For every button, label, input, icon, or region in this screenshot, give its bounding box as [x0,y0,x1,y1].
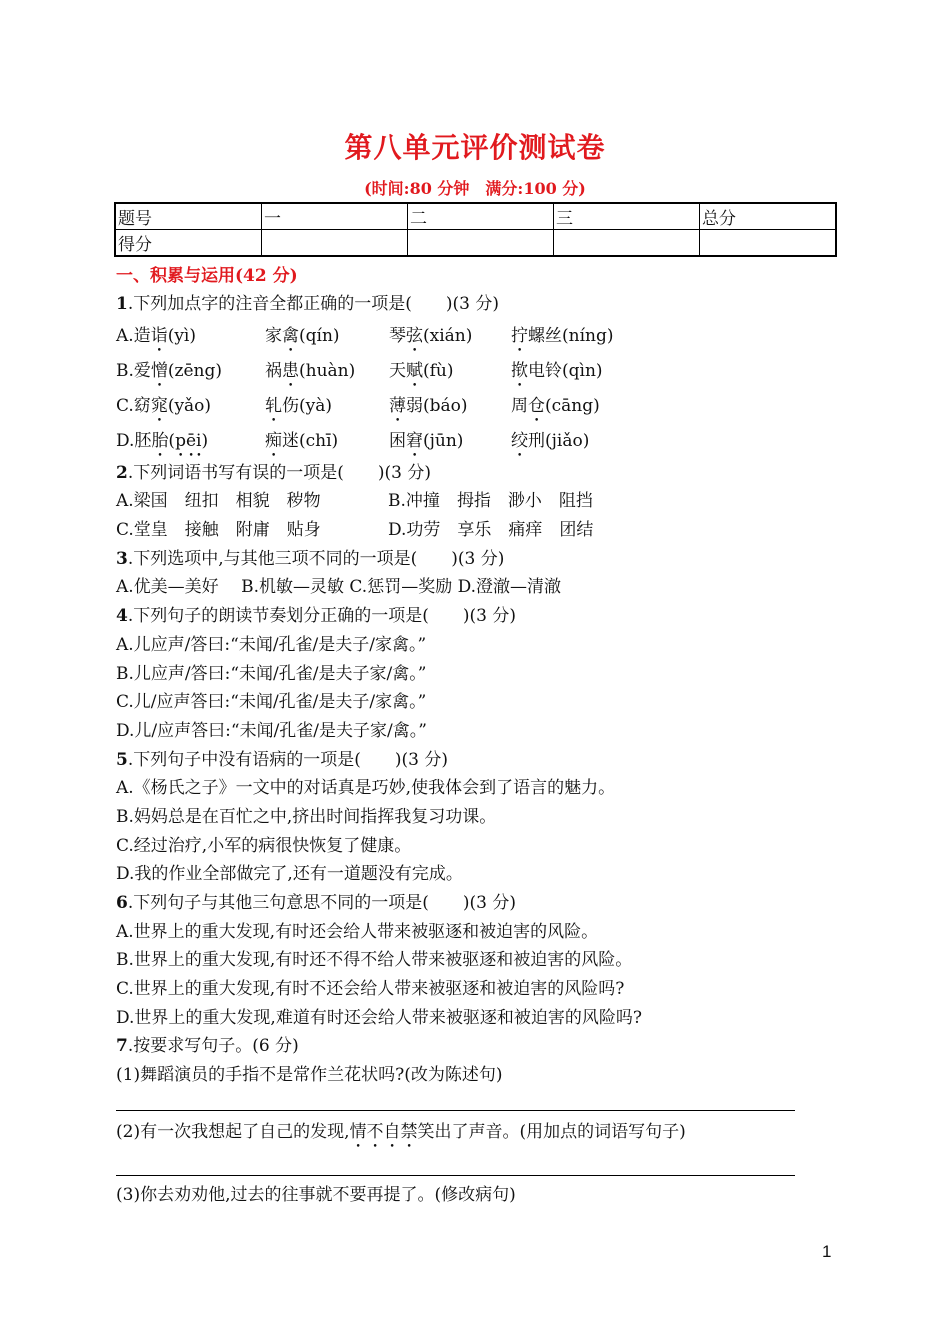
dotted-char: 窕 [150,395,168,416]
option-text: 琴 [389,325,406,346]
dotted-char: 薄 [389,395,406,416]
option-text: 困 [389,430,406,451]
option-b: B.儿应声/答曰:“未闻/孔雀/是夫子家/禽。” [116,663,427,684]
table-cell: 总分 [700,203,837,230]
option-c [116,389,836,424]
question-number: 3 [116,548,128,569]
dotted-char: 诣 [150,325,168,346]
question-stem: .下列加点字的注音全都正确的一项是( )(3 分) [127,294,499,314]
page-number: 1 [822,1242,832,1261]
score-table [114,202,837,257]
dotted-char: 痴 [265,430,282,451]
answer-line[interactable] [116,1175,795,1176]
answer-line[interactable] [116,1110,795,1111]
score-input-cell[interactable] [700,230,837,257]
option-d: D.世界上的重大发现,难道有时还会给人带来被驱逐和被迫害的风险吗? [116,1007,642,1028]
score-input-cell[interactable] [262,230,408,257]
question-1 [116,290,836,319]
option-c: C.堂皇 接触 附庸 贴身 [116,520,321,541]
option-text: (cāng) [545,395,600,416]
score-input-cell[interactable] [408,230,554,257]
question-number: 6 [116,893,128,913]
question-stem: .按要求写句子。(6 分) [127,1036,299,1057]
options-row: A.优美—美好 B.机敏—灵敏 C.惩罚—奖励 D.澄澈—清澈 [116,577,562,598]
question-5 [116,746,836,775]
table-cell: 一 [262,203,408,230]
option-text: C.窈 [116,395,151,416]
option-d: D.我的作业全部做完了,还有一道题没有完成。 [116,864,463,885]
sentence-text: (2)有一次我想起了自己的发现, [116,1122,350,1142]
exam-subtitle: (时间:80 分钟 满分:100 分) [364,179,586,198]
dotted-char: 患 [282,360,299,381]
dotted-char: 揿 [511,360,528,381]
question-4 [116,602,836,631]
option-d [116,424,836,459]
option-a: A.《杨氏之子》一文中的对话真是巧妙,使我体会到了语言的魅力。 [116,778,616,799]
option-text: 周 [511,395,528,416]
sub-question-2 [116,1118,686,1147]
dotted-char: 窘 [406,430,423,451]
question-7 [116,1032,836,1061]
question-3 [116,545,836,574]
option-text: 弱(báo) [406,395,468,416]
option-text: 祸 [265,360,282,381]
option-b: B.冲撞 拇指 渺小 阻挡 [388,491,593,512]
table-cell: 二 [408,203,554,230]
dotted-phrase: 情不自禁 [349,1122,418,1142]
option-d: D.儿/应声答曰:“未闻/孔雀/是夫子家/禽。” [116,720,427,741]
dotted-char: 仓 [528,395,545,416]
option-text: 刑(jiǎo) [528,430,590,451]
option-a [116,319,836,354]
table-cell: 题号 [115,203,262,230]
question-number: 5 [116,749,128,770]
exam-content [116,262,836,1090]
option-a: A.儿应声/答曰:“未闻/孔雀/是夫子/家禽。” [116,634,427,655]
option-text: (yǎo) [167,395,212,416]
option-a: A.梁国 纽扣 相貌 秽物 [116,491,321,512]
option-text: (huàn) [299,360,356,381]
dotted-char: 拧 [511,325,528,346]
question-stem: .下列句子的朗读节奏划分正确的一项是( )(3 分) [127,606,516,627]
section-heading: 一、积累与运用(42 分) [116,266,298,286]
option-text: (xián) [423,325,473,346]
option-text: B.爱 [116,360,151,381]
question-number: 4 [116,606,128,627]
option-d: D.功劳 享乐 痛痒 团结 [388,520,594,541]
question-stem: .下列句子与其他三句意思不同的一项是( )(3 分) [127,893,516,913]
dotted-char: 憎 [150,360,168,381]
option-text: (qín) [299,325,340,346]
table-row [115,203,836,230]
dotted-char: 轧 [265,395,282,416]
question-stem: .下列句子中没有语病的一项是( )(3 分) [127,749,448,770]
option-text: (fù) [423,360,454,381]
options-row [116,516,836,545]
option-b: B.妈妈总是在百忙之中,挤出时间指挥我复习功课。 [116,806,497,827]
question-stem: .下列词语书写有误的一项是( )(3 分) [127,462,431,483]
page-title: 第八单元评价测试卷 [344,131,606,164]
sub-question-1: (1)舞蹈演员的手指不是常作兰花状吗?(改为陈述句) [116,1065,503,1086]
question-6 [116,889,836,918]
option-c: C.世界上的重大发现,有时不还会给人带来被驱逐和被迫害的风险吗? [116,979,625,1000]
table-row [115,230,836,257]
option-text: 迷(chī) [282,430,339,451]
option-text: (yì) [167,325,196,346]
option-c: C.经过治疗,小军的病很快恢复了健康。 [116,835,412,856]
option-a: A.世界上的重大发现,有时还会给人带来被驱逐和被迫害的风险。 [116,921,599,942]
option-text: (zēng) [167,360,223,381]
option-text: D.胚 [116,430,152,451]
options-row [116,487,836,516]
question-2 [116,459,836,488]
option-text: 家 [265,325,282,346]
dotted-char: 赋 [406,360,423,381]
table-cell: 得分 [115,230,262,257]
sentence-text: 笑出了声音。(用加点的词语写句子) [417,1122,686,1142]
dotted-char: 禽 [282,325,299,346]
option-text: 天 [389,360,406,381]
dotted-char: 弦 [406,325,423,346]
option-text: A.造 [116,325,151,346]
option-text: (jūn) [423,430,464,451]
question-number: 2 [116,462,128,483]
dotted-char: 绞 [511,430,528,451]
question-number: 1 [116,294,128,314]
table-cell: 三 [554,203,700,230]
sub-question-3: (3)你去劝劝他,过去的往事就不要再提了。(修改病句) [116,1185,516,1205]
question-number: 7 [116,1036,128,1057]
score-input-cell[interactable] [554,230,700,257]
option-b [116,354,836,389]
option-text: 伤(yà) [282,395,333,416]
option-text: 电铃(qìn) [528,360,603,381]
option-text: 螺丝(níng) [528,325,614,346]
option-b: B.世界上的重大发现,有时还不得不给人带来被驱逐和被迫害的风险。 [116,950,633,971]
question-stem: .下列选项中,与其他三项不同的一项是( )(3 分) [127,548,505,569]
dotted-char: 胎(pēi) [151,430,209,451]
option-c: C.儿/应声答曰:“未闻/孔雀/是夫子/家禽。” [116,692,427,713]
